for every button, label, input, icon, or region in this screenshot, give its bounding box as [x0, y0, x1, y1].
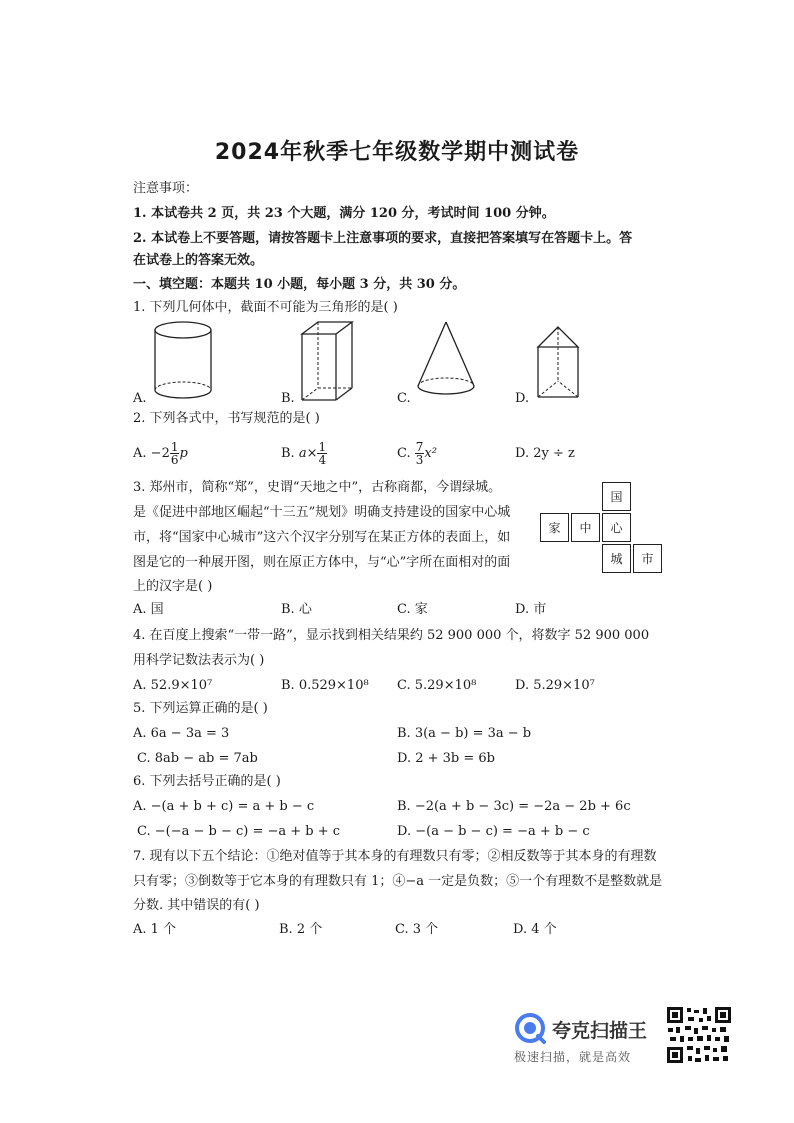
watermark-title: 夸克扫描王 — [552, 1020, 648, 1042]
q1-option-c: C. — [397, 391, 411, 406]
q2-option-b: B. a× $\frac{1}{4}$ — [281, 440, 327, 467]
qr-code-icon — [666, 1006, 732, 1064]
q6-option-a: A. −(a + b + c) = a + b − c — [133, 799, 315, 814]
q4-line-1: 4. 在百度上搜索“一带一路”，显示找到相关结果约 52 900 000 个，将数字 52 900 000 — [133, 628, 650, 643]
q7-option-c: C. 3 个 — [395, 922, 439, 937]
q5-option-b: B. 3(a − b) = 3a − b — [397, 726, 532, 741]
q7-line-3: 分数. 其中错误的有( ) — [133, 898, 260, 913]
net-cell-shi: 市 — [633, 544, 662, 573]
q3-option-b: B. 心 — [281, 602, 312, 617]
q1-option-b: B. — [281, 391, 295, 406]
q4-line-2: 用科学记数法表示为( ) — [133, 653, 265, 668]
q4-option-b: B. 0.529×10⁸ — [281, 678, 369, 693]
q3-line-4: 图是它的一种展开图，则在原正方体中，与“心”字所在面相对的面 — [133, 555, 511, 570]
q3-option-d: D. 市 — [515, 602, 547, 617]
q2-option-a: A. −2 $\frac{1}{6}$ p — [133, 440, 188, 467]
q4-option-d: D. 5.29×10⁷ — [515, 678, 595, 693]
q6-option-b: B. −2(a + b − 3c) = −2a − 2b + 6c — [397, 799, 631, 814]
q7-option-b: B. 2 个 — [279, 922, 323, 937]
q4-option-c: C. 5.29×10⁸ — [397, 678, 477, 693]
quark-logo-icon — [514, 1012, 546, 1044]
q3-line-1: 3. 郑州市，简称“郑”，史谓“天地之中”，古称商都，今谓绿城。 — [133, 480, 502, 495]
q2-option-c: C. $\frac{7}{3}$ x² — [397, 440, 437, 467]
cylinder-figure — [150, 318, 220, 404]
q1-stem: 1. 下列几何体中，截面不可能为三角形的是( ) — [133, 300, 398, 315]
q3-option-c: C. 家 — [397, 602, 428, 617]
q2-option-d: D. 2y ÷ z — [515, 446, 575, 461]
exam-title: 2024年秋季七年级数学期中测试卷 — [214, 140, 580, 165]
q6-option-d: D. −(a − b − c) = −a + b − c — [397, 824, 590, 839]
q5-option-a: A. 6a − 3a = 3 — [133, 726, 230, 741]
net-cell-zhong: 中 — [571, 513, 600, 542]
net-cell-jia: 家 — [540, 513, 569, 542]
triangular-prism-figure — [534, 325, 586, 401]
net-cell-xin: 心 — [602, 513, 631, 542]
notice-item-1: 1. 本试卷共 2 页，共 23 个大题，满分 120 分，考试时间 100 分钟。 — [133, 206, 555, 221]
watermark-subtitle: 极速扫描，就是高效 — [514, 1050, 632, 1064]
notice-item-2-cont: 在试卷上的答案无效。 — [133, 253, 264, 268]
q2-stem: 2. 下列各式中，书写规范的是( ) — [133, 411, 320, 426]
q3-option-a: A. 国 — [133, 602, 164, 617]
notice-item-2: 2. 本试卷上不要答题，请按答题卡上注意事项的要求，直接把答案填写在答题卡上。答 — [133, 231, 633, 246]
q7-line-2: 只有零；③倒数等于它本身的有理数只有 1；④−a 一定是负数；⑤一个有理数不是整数就是 — [133, 874, 663, 889]
q5-stem: 5. 下列运算正确的是( ) — [133, 701, 268, 716]
net-cell-guo: 国 — [602, 482, 631, 511]
q7-line-1: 7. 现有以下五个结论：①绝对值等于其本身的有理数只有零；②相反数等于其本身的有理数 — [133, 849, 657, 864]
q5-option-c: C. 8ab − ab = 7ab — [137, 751, 258, 766]
prism-figure — [298, 320, 358, 404]
cone-figure — [414, 320, 478, 400]
q3-line-5: 上的汉字是( ) — [133, 579, 213, 594]
q3-line-2: 是《促进中部地区崛起“十三五”规划》明确支持建设的国家中心城 — [133, 505, 511, 520]
q5-option-d: D. 2 + 3b = 6b — [397, 751, 495, 766]
q6-option-c: C. −(−a − b − c) = −a + b + c — [137, 824, 341, 839]
q7-option-a: A. 1 个 — [133, 922, 177, 937]
section-heading: 一、填空题：本题共 10 小题，每小题 3 分，共 30 分。 — [133, 277, 466, 292]
q7-option-d: D. 4 个 — [513, 922, 557, 937]
net-cell-cheng: 城 — [602, 544, 631, 573]
q6-stem: 6. 下列去括号正确的是( ) — [133, 774, 281, 789]
q4-option-a: A. 52.9×10⁷ — [133, 678, 213, 693]
q1-option-d: D. — [515, 391, 530, 406]
notice-heading: 注意事项： — [133, 181, 199, 196]
q3-line-3: 市，将“国家中心城市”这六个汉字分别写在某正方体的表面上，如 — [133, 530, 511, 545]
q1-option-a: A. — [133, 391, 147, 406]
